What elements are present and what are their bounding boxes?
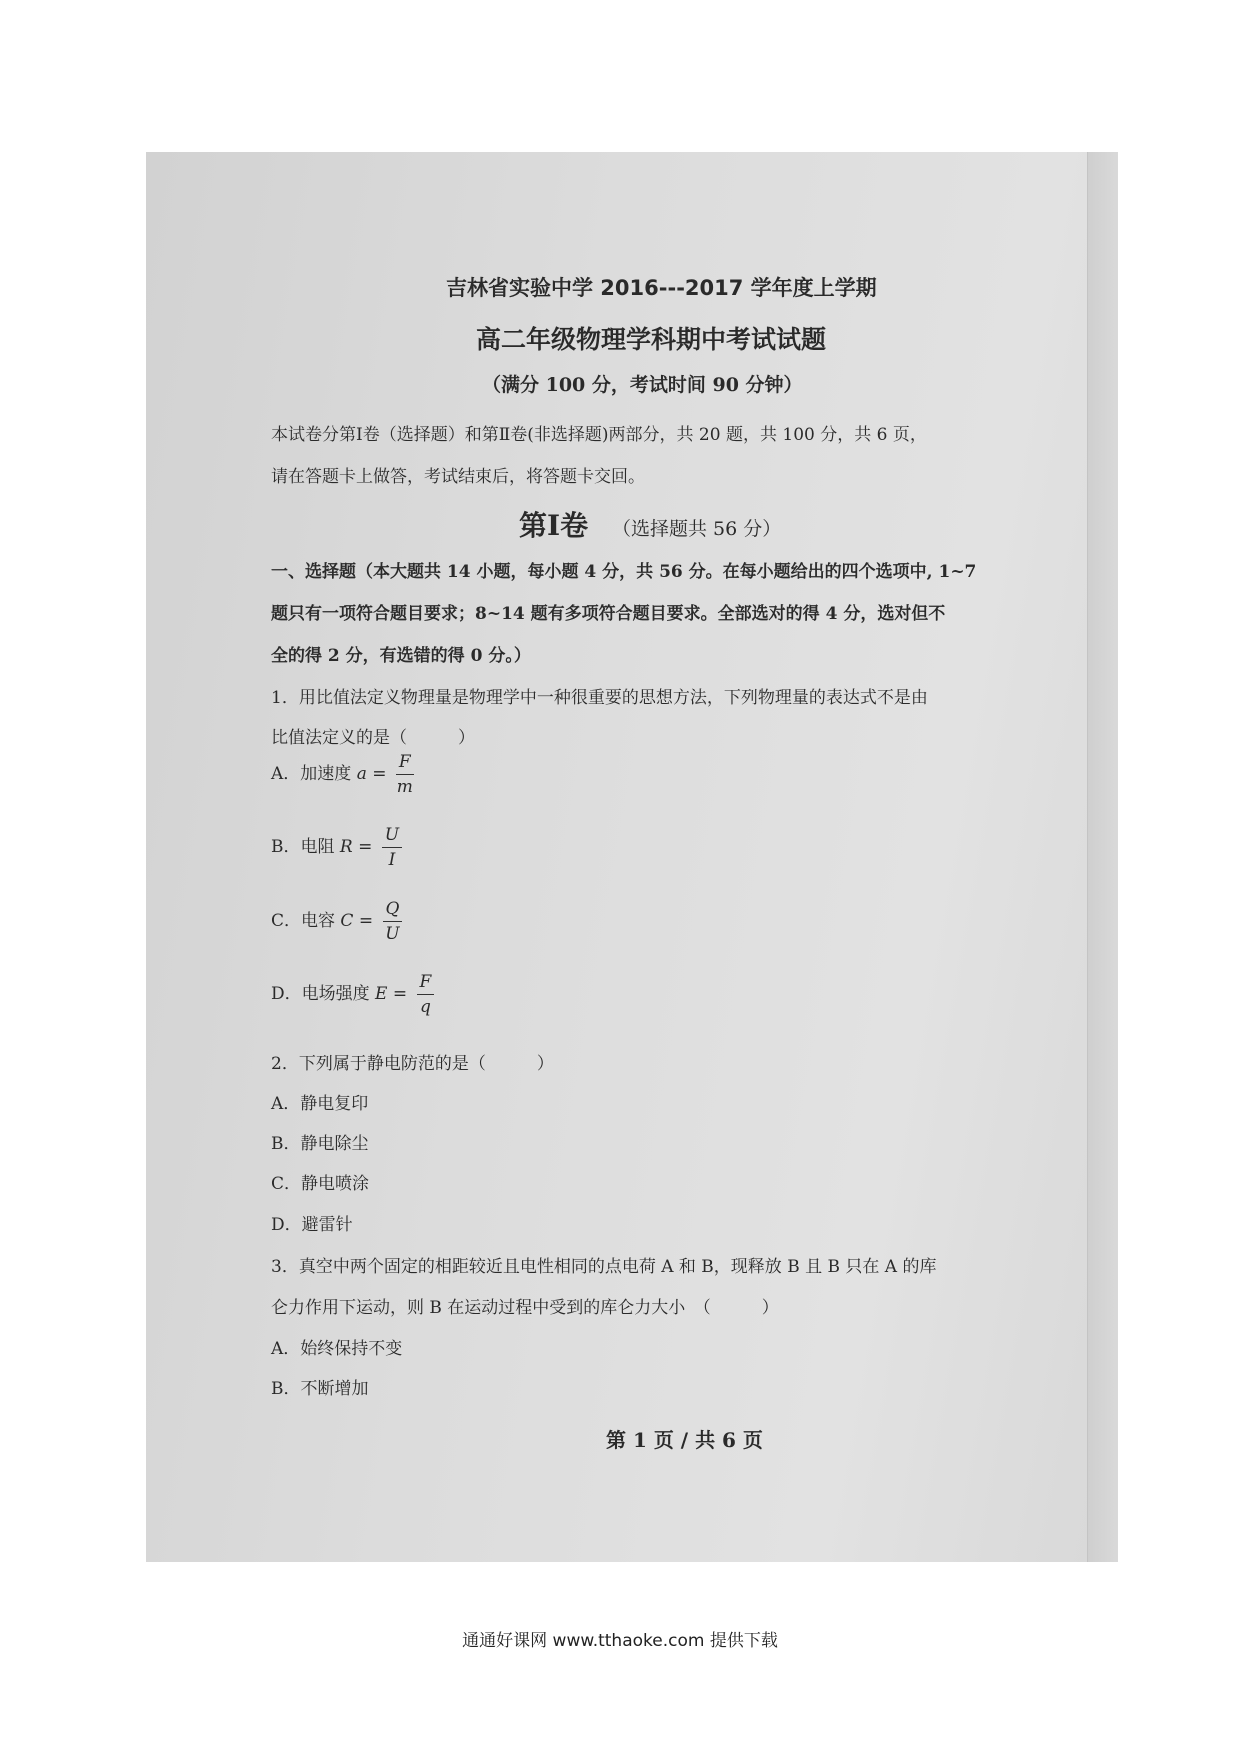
numerator: U: [382, 823, 402, 848]
option-var: E: [375, 984, 388, 1004]
option-var: C: [340, 911, 354, 931]
exam-school-title: 吉林省实验中学 2016---2017 学年度上学期: [446, 276, 877, 300]
option-label: A．加速度: [271, 764, 352, 784]
page-edge-shadow: [1087, 152, 1118, 1562]
option-label: C．电容: [271, 911, 336, 931]
option-var: R: [339, 837, 353, 857]
numerator: Q: [383, 897, 403, 922]
download-credit: 通通好课网 www.tthaoke.com 提供下载: [462, 1631, 778, 1651]
q1-stem-line-1: 1．用比值法定义物理量是物理学中一种很重要的思想方法，下列物理量的表达式不是由: [271, 688, 928, 708]
q1-stem-line-2: 比值法定义的是（ ）: [271, 728, 475, 748]
instructions-line-1: 一、选择题（本大题共 14 小题，每小题 4 分，共 56 分。在每小题给出的四个选项中, 1~7: [271, 562, 977, 582]
q2-option-c: C．静电喷涂: [271, 1174, 370, 1194]
exam-score-time: （满分 100 分，考试时间 90 分钟）: [482, 374, 803, 396]
fraction: [417, 970, 435, 1019]
q3-stem-line-1: 3．真空中两个固定的相距较近且电性相同的点电荷 A 和 B，现释放 B 且 B 只在 A 的库: [271, 1257, 937, 1277]
q1-option-c: C．电容 C = $\frac{Q}{U}$: [271, 897, 402, 946]
option-var: a: [356, 764, 367, 784]
q3-stem-line-2: 仑力作用下运动，则 B 在运动过程中受到的库仑力大小 （ ）: [271, 1298, 779, 1318]
q1-option-b: B．电阻 R = $\frac{U}{I}$: [271, 823, 402, 872]
numerator: F: [396, 750, 414, 775]
denominator: U: [385, 924, 400, 944]
q2-option-a: A．静电复印: [271, 1094, 369, 1114]
q3-option-a: A．始终保持不变: [271, 1339, 403, 1359]
denominator: m: [396, 777, 413, 797]
intro-line-2: 请在答题卡上做答，考试结束后，将答题卡交回。: [271, 467, 645, 487]
scanned-exam-page: [146, 152, 1118, 1562]
option-label: B．电阻: [271, 837, 335, 857]
fraction: [383, 897, 403, 946]
instructions-line-2: 题只有一项符合题目要求；8~14 题有多项符合题目要求。全部选对的得 4 分，选对但不: [271, 604, 946, 624]
instructions-line-3: 全的得 2 分，有选错的得 0 分。）: [271, 646, 531, 666]
q2-stem: 2．下列属于静电防范的是（ ）: [271, 1054, 554, 1074]
exam-subject-title: 高二年级物理学科期中考试试题: [476, 325, 827, 354]
q1-option-d: D．电场强度 E = $\frac{F}{q}$: [271, 970, 434, 1019]
section-title: 第Ⅰ卷: [519, 509, 589, 542]
q1-option-a: A．加速度 a = $\frac{F}{m}$: [271, 752, 413, 797]
denominator: I: [388, 850, 396, 870]
numerator: F: [417, 970, 435, 995]
q3-option-b: B．不断增加: [271, 1379, 369, 1399]
intro-line-1: 本试卷分第Ⅰ卷（选择题）和第Ⅱ卷(非选择题)两部分，共 20 题，共 100 分，共 6 页，: [271, 425, 927, 445]
fraction: [396, 750, 414, 799]
option-label: D．电场强度: [271, 984, 370, 1004]
q2-option-d: D．避雷针: [271, 1215, 353, 1235]
page-number: 第 1 页 / 共 6 页: [606, 1428, 763, 1452]
section-subtitle: （选择题共 56 分）: [612, 518, 782, 540]
q2-option-b: B．静电除尘: [271, 1134, 369, 1154]
denominator: q: [419, 997, 431, 1017]
fraction: [382, 823, 402, 872]
